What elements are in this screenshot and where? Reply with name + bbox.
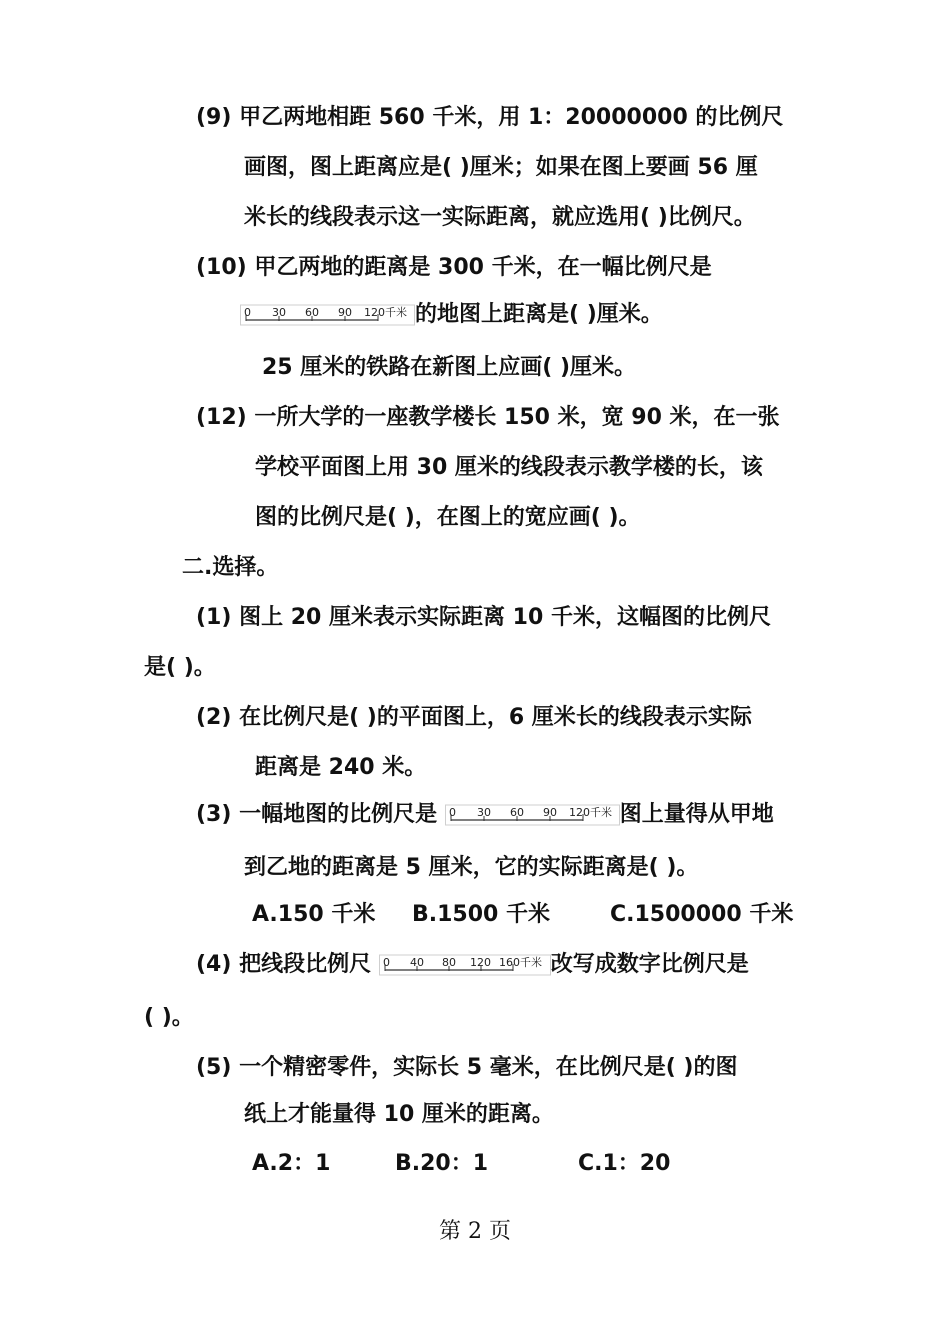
choice-2-line-1: (2) 在比例尺是( )的平面图上，6 厘米长的线段表示实际	[196, 705, 752, 730]
choice-1-line-2: 是( )。	[144, 655, 216, 680]
line-scale-bar-1	[240, 302, 415, 328]
choice-5-option-b: B.20：1	[395, 1151, 489, 1176]
section-2-heading: 二.选择。	[182, 555, 279, 580]
choice-2-line-2: 距离是 240 米。	[255, 755, 427, 780]
question-12-line-3: 图的比例尺是( )，在图上的宽应画( )。	[255, 505, 641, 530]
choice-4-line-2: ( )。	[144, 1005, 194, 1030]
question-10-line-2-text: 的地图上距离是( )厘米。	[415, 302, 663, 327]
scale-1-tick-label: 60	[305, 306, 319, 319]
scale-1-tick-label: 0	[244, 306, 251, 319]
scale-1-tick-label: 90	[338, 306, 352, 319]
choice-1-line-1: (1) 图上 20 厘米表示实际距离 10 千米，这幅图的比例尺	[196, 605, 771, 630]
choice-5-option-a: A.2：1	[252, 1151, 331, 1176]
choice-3-option-c: C.1500000 千米	[610, 902, 794, 927]
question-10-line-1: (10) 甲乙两地的距离是 300 千米，在一幅比例尺是	[196, 255, 712, 280]
choice-3-line-1	[196, 802, 774, 828]
scale-2-tick-label: 0	[448, 806, 456, 819]
choice-3-option-a: A.150 千米	[252, 902, 376, 927]
scale-3-tick-label: 40	[409, 956, 424, 969]
scale-3-tick-label: 120	[469, 956, 491, 969]
choice-5-line-1: (5) 一个精密零件，实际长 5 毫米，在比例尺是( )的图	[196, 1055, 738, 1080]
scale-3-tick-label: 80	[441, 956, 456, 969]
choice-3-line-1-text-b: 图上量得从甲地	[619, 802, 774, 827]
scale-2-tick-label: 30	[476, 806, 491, 819]
scale-1-tick-label: 30	[272, 306, 286, 319]
choice-5-line-2: 纸上才能量得 10 厘米的距离。	[244, 1102, 554, 1127]
choice-3-option-b: B.1500 千米	[412, 902, 551, 927]
line-scale-bar-2	[445, 802, 620, 828]
page-number-footer: 第 2 页	[439, 1219, 511, 1244]
question-12-line-1: (12) 一所大学的一座教学楼长 150 米，宽 90 米，在一张	[196, 405, 780, 430]
scale-2-tick-label: 120千米	[568, 806, 612, 819]
choice-3-options	[252, 904, 793, 926]
choice-5-option-c: C.1：20	[578, 1151, 671, 1176]
question-11-line: 25 厘米的铁路在新图上应画( )厘米。	[262, 355, 637, 380]
scale-2-tick-label: 60	[509, 806, 524, 819]
choice-3-line-2: 到乙地的距离是 5 厘米，它的实际距离是( )。	[244, 855, 699, 880]
question-9-line-1: (9) 甲乙两地相距 560 千米，用 1：20000000 的比例尺	[196, 105, 784, 130]
line-scale-bar-3	[379, 952, 551, 978]
question-9-line-3: 米长的线段表示这一实际距离，就应选用( )比例尺。	[244, 205, 756, 230]
choice-4-line-1-text-b: 改写成数字比例尺是	[550, 952, 749, 977]
choice-5-options	[252, 1153, 670, 1175]
choice-3-line-1-text-a: (3) 一幅地图的比例尺是	[196, 802, 438, 827]
scale-1-tick-label: 120千米	[364, 306, 407, 319]
question-9-line-2: 画图，图上距离应是( )厘米；如果在图上要画 56 厘	[244, 155, 758, 180]
choice-4-line-1-text-a: (4) 把线段比例尺	[196, 952, 372, 977]
scale-2-tick-label: 90	[542, 806, 557, 819]
scale-3-tick-label: 160千米	[498, 956, 542, 969]
question-10-line-2	[240, 302, 663, 328]
question-12-line-2: 学校平面图上用 30 厘米的线段表示教学楼的长，该	[255, 455, 763, 480]
scale-3-tick-label: 0	[382, 956, 390, 969]
choice-4-line-1	[196, 952, 749, 978]
